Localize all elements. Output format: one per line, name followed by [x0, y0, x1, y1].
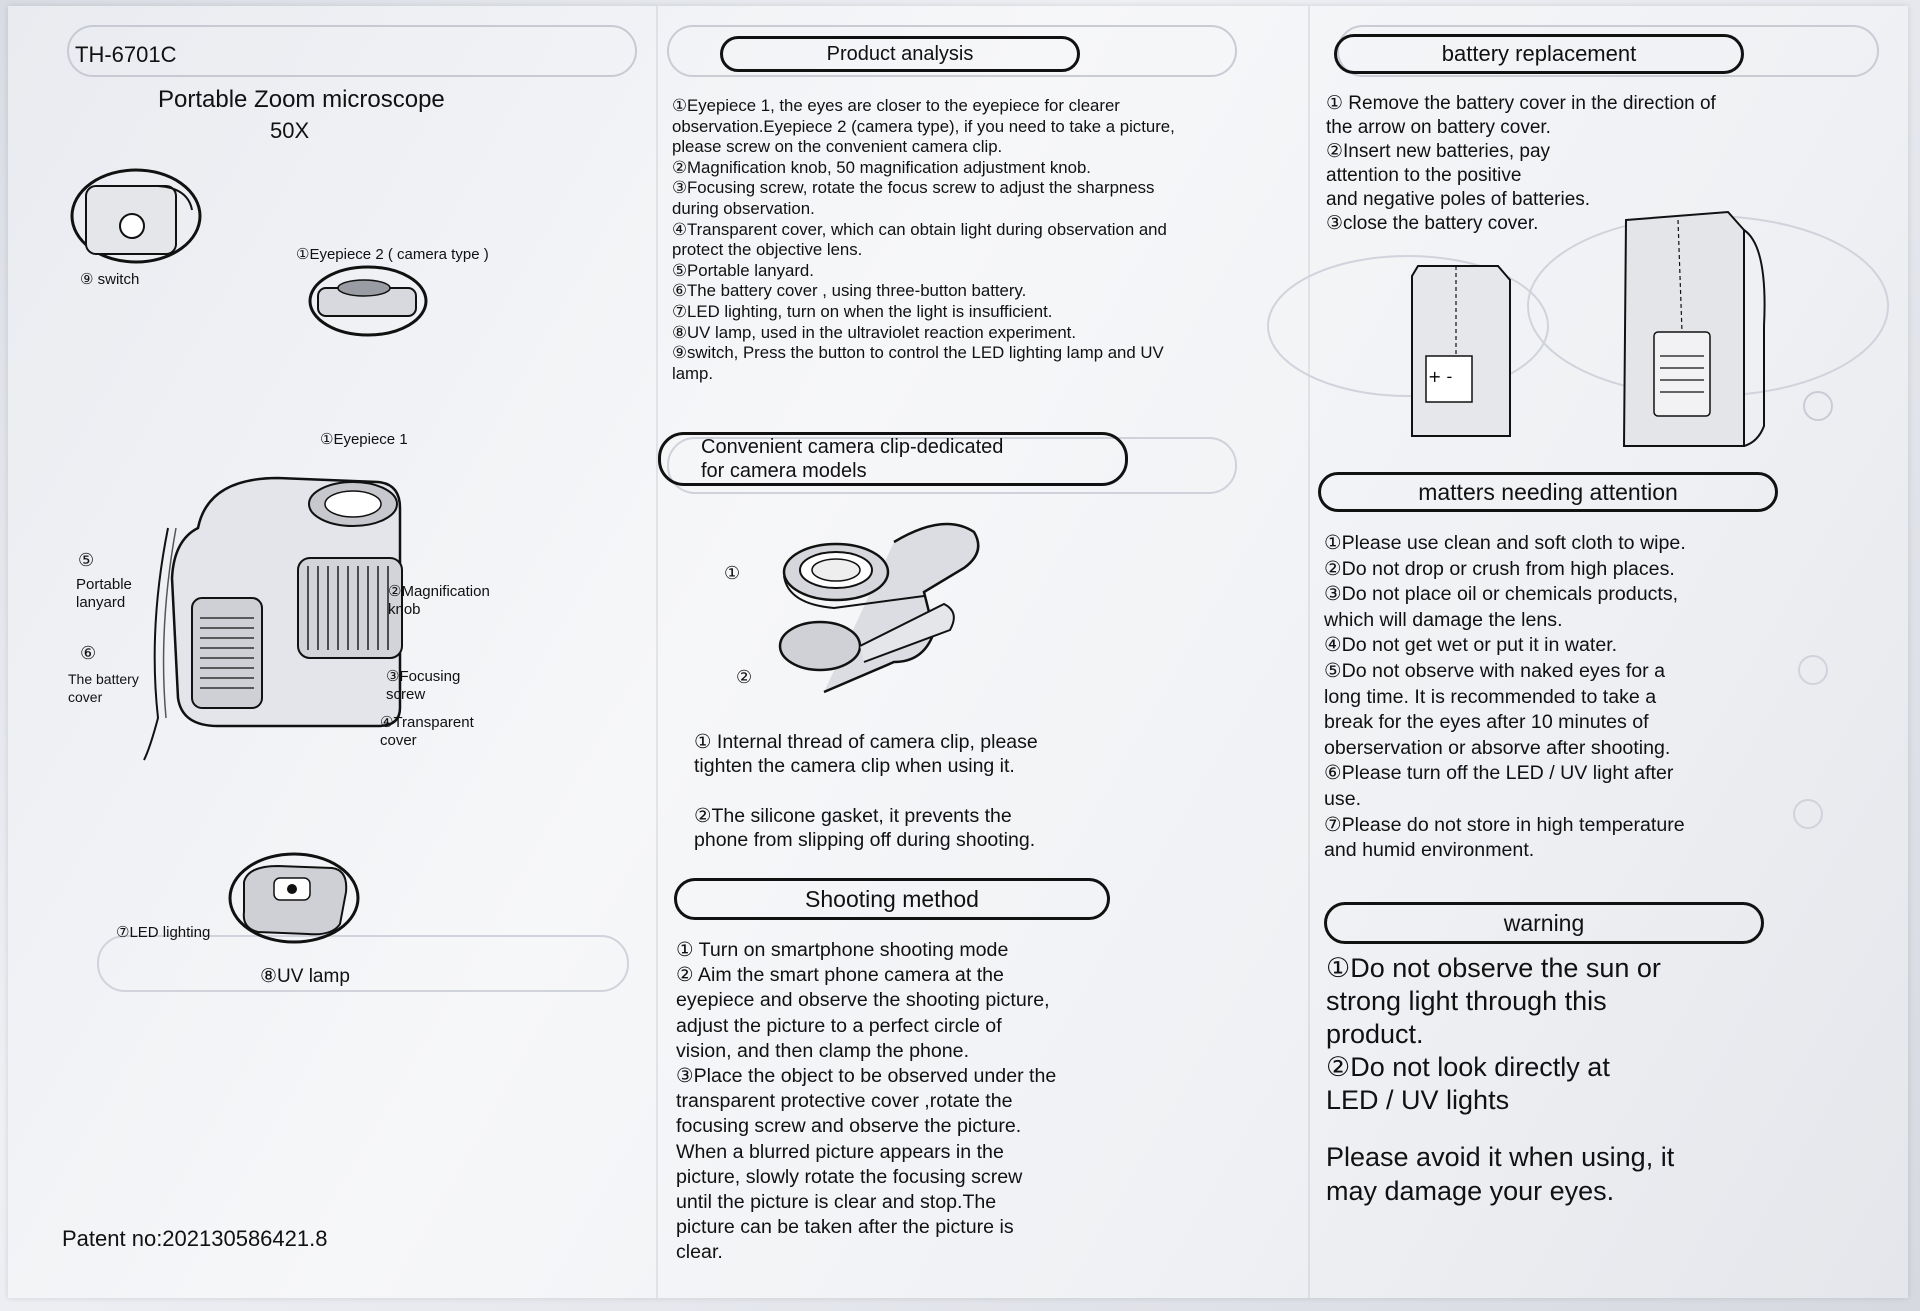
- camera-clip-heading: Convenient camera clip-dedicated for camera models: [658, 432, 1128, 486]
- battery-illustration: [1398, 206, 1838, 446]
- transparent-cover-label: ④Transparent cover: [380, 714, 474, 749]
- switch-detail-illustration: [68, 166, 208, 276]
- camera-clip-illustration: [774, 512, 994, 692]
- clip-note-1: ① Internal thread of camera clip, please tighten the camera clip when using it.: [694, 731, 1038, 777]
- battery-replacement-heading: battery replacement: [1334, 34, 1744, 74]
- eyepiece2-detail-illustration: [306, 266, 436, 356]
- product-title: Portable Zoom microscope: [158, 86, 445, 113]
- clip-marker-2: ②: [736, 667, 753, 687]
- lanyard-number: ⑤: [78, 550, 95, 570]
- instruction-sheet: [8, 6, 1908, 1298]
- led-lighting-label: ⑦LED lighting: [116, 924, 211, 941]
- warning-text: ①Do not observe the sun or strong light through this product. ②Do not look directly at LED / UV lights: [1326, 953, 1661, 1115]
- warning-heading: warning: [1324, 902, 1764, 944]
- product-analysis-text: ①Eyepiece 1, the eyes are closer to the eyepiece for clearer observation.Eyepiece 2 (camera type), if you need to take a picture, please screw on the convenient camera clip. ②Magnification knob, 50 magnification adjustment knob. ③Focusing screw, rotate the focus screw to adjust the sharpness during observation. ④Transparent cover, which can obtain light during observation and protect the objective lens. ⑤Portable lanyard. ⑥The battery cover , using three-button battery. ⑦LED lighting, turn on when the light is insufficient. ⑧UV lamp, used in the ultraviolet reaction experiment. ⑨switch, Press the button to control the LED lighting lamp and UV lamp.: [672, 96, 1175, 383]
- uv-lamp-label: ⑧UV lamp: [260, 966, 350, 987]
- battery-polarity-symbols: + -: [1428, 367, 1453, 386]
- battery-cover-number: ⑥: [80, 643, 97, 663]
- clip-marker-1: ①: [724, 563, 741, 583]
- model-number: TH-6701C: [75, 42, 177, 67]
- matters-attention-heading: matters needing attention: [1318, 472, 1778, 512]
- lanyard-label: Portable lanyard: [76, 576, 132, 611]
- battery-replacement-text: ① Remove the battery cover in the direction of the arrow on battery cover. ②Insert new batteries, pay attention to the positive and negative poles of batteries. ③close the battery cover.: [1326, 93, 1716, 234]
- product-analysis-heading: Product analysis: [720, 36, 1080, 72]
- clip-note-2: ②The silicone gasket, it prevents the phone from slipping off during shooting.: [694, 805, 1036, 851]
- switch-label: ⑨ switch: [80, 271, 140, 288]
- eyepiece2-label: ①Eyepiece 2 ( camera type ): [296, 246, 489, 263]
- battery-cover-label: The battery cover: [68, 671, 139, 705]
- shooting-method-text: ① Turn on smartphone shooting mode ② Aim the smart phone camera at the eyepiece and observe the shooting picture, adjust the picture to a perfect circle of vision, and then clamp the phone. ③Place the object to be observed under the transparent protective cover ,rotate the focusing screw and observe the picture. When a blurred picture appears in the picture, slowly rotate the focusing screw until the picture is clear and stop.The picture can be taken after the picture is clear.: [676, 939, 1057, 1264]
- patent-number: Patent no:202130586421.8: [62, 1226, 328, 1251]
- uv-lamp-detail-illustration: [228, 852, 368, 952]
- shooting-method-heading: Shooting method: [674, 878, 1110, 920]
- magnification-value: 50X: [270, 118, 310, 143]
- magnification-knob-label: ②Magnification knob: [388, 583, 490, 618]
- focusing-screw-label: ③Focusing screw: [386, 668, 461, 703]
- matters-attention-text: ①Please use clean and soft cloth to wipe. ②Do not drop or crush from high places. ③Do not place oil or chemicals products, which will damage the lens. ④Do not get wet or put it in water. ⑤Do not observe with naked eyes for a long time. It is recommended to take a break for the eyes after 10 minutes of oberservation or absorve after shooting. ⑥Please turn off the LED / UV light after use. ⑦Please do not store in high temperature and humid environment.: [1324, 532, 1686, 862]
- eyepiece1-label: ①Eyepiece 1: [320, 431, 408, 448]
- warning-note: Please avoid it when using, it may damage your eyes.: [1326, 1142, 1675, 1206]
